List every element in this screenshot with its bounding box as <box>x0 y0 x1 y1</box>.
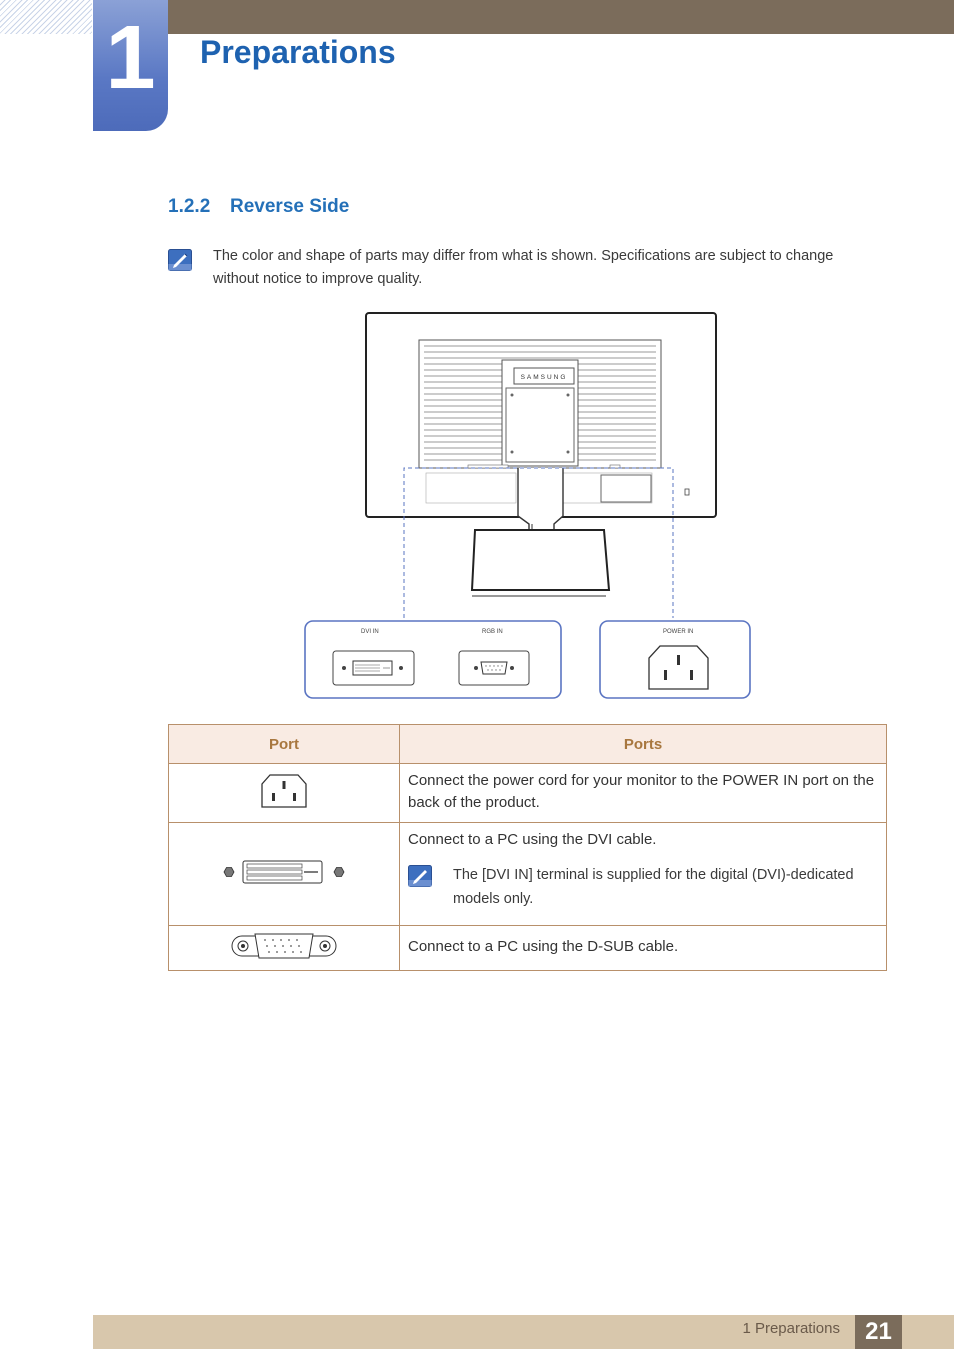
table-row <box>169 823 887 926</box>
dvi-note-text: The [DVI IN] terminal is supplied for the digital (DVI)-dedicated models only. <box>453 867 854 907</box>
table-row <box>169 926 887 971</box>
page-number: 21 <box>855 1315 902 1349</box>
header-bar <box>168 0 954 34</box>
section-title: Reverse Side <box>230 196 350 217</box>
monitor-rear-illustration <box>300 308 760 704</box>
power-port-description: Connect the power cord for your monitor to the POWER IN port on the back of the product. <box>400 764 887 823</box>
power-in-port-icon <box>260 773 308 809</box>
brand-label: SAMSUNG <box>520 374 568 381</box>
dsub-port-description: Connect to a PC using the D-SUB cable. <box>400 926 887 971</box>
power-in-label: POWER IN <box>663 629 694 635</box>
table-header-row <box>169 725 887 764</box>
footer-chapter-label: 1 Preparations <box>742 1320 840 1337</box>
ports-column-header: Ports <box>400 725 887 764</box>
dvi-port-description: Connect to a PC using the DVI cable. <box>408 831 657 848</box>
chapter-number: 1 <box>105 8 156 108</box>
port-column-header: Port <box>169 725 400 764</box>
note-pencil-icon <box>168 249 192 271</box>
note-text: The color and shape of parts may differ from what is shown. Specifications are subject to change without notice to improve quality. <box>213 248 834 287</box>
chapter-title: Preparations <box>200 34 396 70</box>
dvi-port-figure-icon <box>333 651 414 685</box>
dsub-port-icon <box>231 932 337 960</box>
note-pencil-icon <box>408 865 432 887</box>
power-port-figure-icon <box>649 646 708 689</box>
dvi-port-icon <box>222 859 346 885</box>
header-hatch-decoration <box>0 0 92 34</box>
dvi-in-label: DVI IN <box>361 629 379 635</box>
rgb-in-label: RGB IN <box>482 629 503 635</box>
rgb-port-figure-icon <box>459 651 529 685</box>
section-heading <box>168 196 349 218</box>
table-row <box>169 764 887 823</box>
ports-table <box>168 724 887 971</box>
section-number: 1.2.2 <box>168 196 211 217</box>
